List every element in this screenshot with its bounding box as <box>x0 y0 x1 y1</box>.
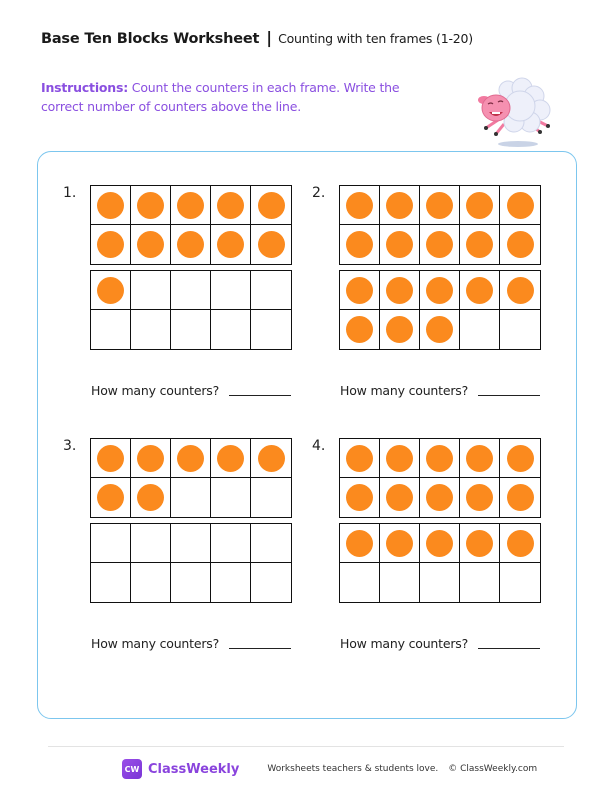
frame-cell <box>251 478 291 517</box>
worksheet-title: Base Ten Blocks Worksheet <box>41 31 260 47</box>
counter-dot-icon <box>386 316 413 343</box>
counter-dot-icon <box>466 445 493 472</box>
problem-number: 3. <box>63 438 77 454</box>
frame-cell <box>500 439 540 478</box>
counter-dot-icon <box>466 192 493 219</box>
frame-cell <box>131 271 171 310</box>
counter-dot-icon <box>346 445 373 472</box>
question-label: How many counters? <box>91 383 220 398</box>
question-label: How many counters? <box>340 636 469 651</box>
frame-cell <box>211 478 251 517</box>
frame-cell <box>91 563 131 602</box>
counter-dot-icon <box>137 445 164 472</box>
ten-frame <box>339 523 541 603</box>
frame-cell <box>91 478 131 517</box>
counter-dot-icon <box>97 277 124 304</box>
counter-dot-icon <box>217 231 244 258</box>
counter-dot-icon <box>97 484 124 511</box>
counter-dot-icon <box>177 445 204 472</box>
frame-cell <box>251 271 291 310</box>
frame-cell <box>420 478 460 517</box>
instructions-label: Instructions: <box>41 80 129 95</box>
counter-dot-icon <box>217 192 244 219</box>
frame-cell <box>340 524 380 563</box>
counter-dot-icon <box>386 231 413 258</box>
instructions-text: Count the counters in each frame. Write the correct number of counters above the line. <box>41 80 400 114</box>
frame-cell <box>380 186 420 225</box>
problem-number: 1. <box>63 185 77 201</box>
counter-dot-icon <box>466 484 493 511</box>
counter-dot-icon <box>97 445 124 472</box>
footer-divider <box>48 746 564 747</box>
footer <box>122 759 537 779</box>
frame-cell <box>380 310 420 349</box>
frame-cell <box>251 563 291 602</box>
counter-dot-icon <box>426 445 453 472</box>
answer-line[interactable] <box>478 648 540 649</box>
counter-dot-icon <box>386 192 413 219</box>
problem-number: 4. <box>312 438 326 454</box>
frame-cell <box>460 439 500 478</box>
counter-dot-icon <box>137 484 164 511</box>
frame-cell <box>211 439 251 478</box>
answer-line[interactable] <box>478 395 540 396</box>
counter-dot-icon <box>217 445 244 472</box>
frame-cell <box>131 524 171 563</box>
ten-frame <box>339 185 541 265</box>
answer-line[interactable] <box>229 395 291 396</box>
frame-cell <box>171 186 211 225</box>
counter-dot-icon <box>346 484 373 511</box>
ten-frame <box>90 438 292 518</box>
ten-frame <box>339 438 541 518</box>
sheep-icon <box>474 74 554 150</box>
counter-dot-icon <box>507 484 534 511</box>
frame-cell <box>91 310 131 349</box>
frame-cell <box>420 310 460 349</box>
counter-dot-icon <box>507 277 534 304</box>
frame-cell <box>211 310 251 349</box>
frame-cell <box>340 478 380 517</box>
counter-dot-icon <box>426 530 453 557</box>
question-label: How many counters? <box>340 383 469 398</box>
frame-cell <box>380 524 420 563</box>
frame-cell <box>171 271 211 310</box>
frame-cell <box>500 310 540 349</box>
frame-cell <box>91 186 131 225</box>
frame-cell <box>460 478 500 517</box>
frame-cell <box>340 271 380 310</box>
frame-cell <box>380 478 420 517</box>
frame-cell <box>91 271 131 310</box>
counter-dot-icon <box>507 530 534 557</box>
frame-cell <box>211 271 251 310</box>
counter-dot-icon <box>386 277 413 304</box>
frame-cell <box>380 225 420 264</box>
frame-cell <box>251 439 291 478</box>
counter-dot-icon <box>507 192 534 219</box>
title-divider: | <box>266 28 273 47</box>
ten-frame <box>90 270 292 350</box>
counter-dot-icon <box>386 484 413 511</box>
frame-cell <box>340 563 380 602</box>
frame-cell <box>251 186 291 225</box>
frame-cell <box>211 225 251 264</box>
frame-cell <box>340 225 380 264</box>
counter-dot-icon <box>177 192 204 219</box>
frame-cell <box>211 563 251 602</box>
brand-name: ClassWeekly <box>148 761 240 777</box>
frame-cell <box>171 439 211 478</box>
counter-dot-icon <box>346 231 373 258</box>
counter-dot-icon <box>258 192 285 219</box>
counter-dot-icon <box>258 445 285 472</box>
frame-cell <box>380 563 420 602</box>
frame-cell <box>420 524 460 563</box>
counter-dot-icon <box>137 192 164 219</box>
frame-cell <box>340 186 380 225</box>
frame-cell <box>460 271 500 310</box>
classweekly-logo-icon: CW <box>122 759 142 779</box>
frame-cell <box>131 310 171 349</box>
counter-dot-icon <box>97 231 124 258</box>
counter-dot-icon <box>177 231 204 258</box>
counter-dot-icon <box>346 316 373 343</box>
counter-dot-icon <box>346 192 373 219</box>
instructions <box>41 78 421 116</box>
footer-tagline: Worksheets teachers & students love. <box>267 764 439 774</box>
frame-cell <box>460 225 500 264</box>
frame-cell <box>500 478 540 517</box>
counter-dot-icon <box>507 231 534 258</box>
counter-dot-icon <box>426 316 453 343</box>
frame-cell <box>251 524 291 563</box>
frame-cell <box>171 225 211 264</box>
counter-dot-icon <box>258 231 285 258</box>
footer-copyright: © ClassWeekly.com <box>448 764 538 774</box>
problem-number: 2. <box>312 185 326 201</box>
counter-dot-icon <box>346 277 373 304</box>
frame-cell <box>131 225 171 264</box>
frame-cell <box>211 186 251 225</box>
frame-cell <box>171 524 211 563</box>
answer-line[interactable] <box>229 648 291 649</box>
counter-dot-icon <box>97 192 124 219</box>
frame-cell <box>211 524 251 563</box>
frame-cell <box>340 310 380 349</box>
counter-dot-icon <box>426 277 453 304</box>
counter-dot-icon <box>507 445 534 472</box>
frame-cell <box>131 439 171 478</box>
frame-cell <box>420 271 460 310</box>
frame-cell <box>460 524 500 563</box>
frame-cell <box>171 563 211 602</box>
ten-frame <box>90 523 292 603</box>
frame-cell <box>380 439 420 478</box>
ten-frame <box>339 270 541 350</box>
frame-cell <box>131 478 171 517</box>
frame-cell <box>500 524 540 563</box>
frame-cell <box>420 439 460 478</box>
counter-dot-icon <box>466 231 493 258</box>
worksheet-header <box>41 28 473 47</box>
frame-cell <box>91 439 131 478</box>
frame-cell <box>131 186 171 225</box>
frame-cell <box>500 271 540 310</box>
frame-cell <box>340 439 380 478</box>
frame-cell <box>420 225 460 264</box>
frame-cell <box>251 310 291 349</box>
frame-cell <box>500 563 540 602</box>
counter-dot-icon <box>386 445 413 472</box>
frame-cell <box>420 563 460 602</box>
worksheet-subtitle: Counting with ten frames (1-20) <box>278 31 473 46</box>
ten-frame <box>90 185 292 265</box>
frame-cell <box>171 310 211 349</box>
counter-dot-icon <box>466 277 493 304</box>
counter-dot-icon <box>426 484 453 511</box>
frame-cell <box>460 563 500 602</box>
frame-cell <box>500 225 540 264</box>
frame-cell <box>251 225 291 264</box>
frame-cell <box>420 186 460 225</box>
counter-dot-icon <box>386 530 413 557</box>
counter-dot-icon <box>426 231 453 258</box>
frame-cell <box>460 186 500 225</box>
frame-cell <box>91 225 131 264</box>
question-label: How many counters? <box>91 636 220 651</box>
counter-dot-icon <box>137 231 164 258</box>
frame-cell <box>171 478 211 517</box>
frame-cell <box>460 310 500 349</box>
frame-cell <box>131 563 171 602</box>
frame-cell <box>91 524 131 563</box>
frame-cell <box>380 271 420 310</box>
frame-cell <box>500 186 540 225</box>
counter-dot-icon <box>346 530 373 557</box>
counter-dot-icon <box>426 192 453 219</box>
counter-dot-icon <box>466 530 493 557</box>
